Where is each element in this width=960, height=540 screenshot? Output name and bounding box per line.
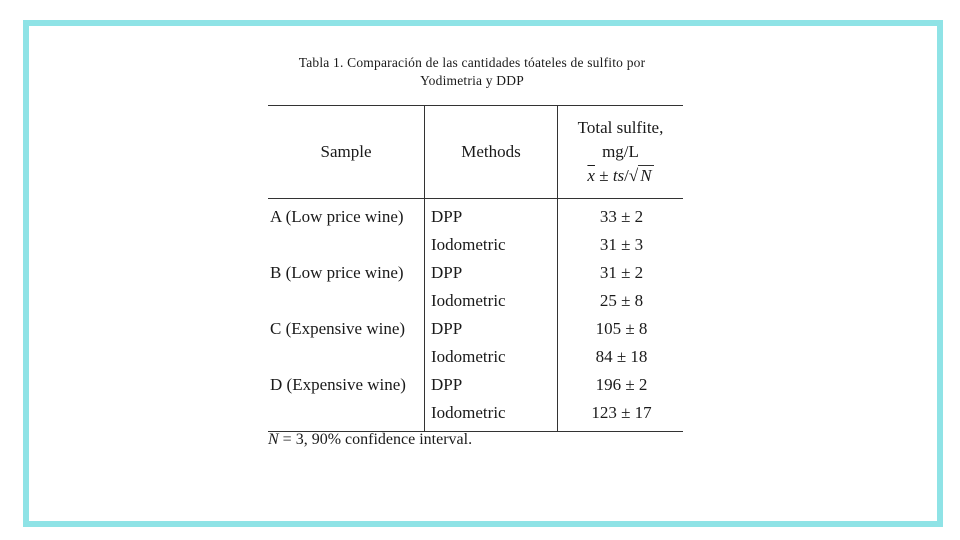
sulfite-comparison-table — [268, 105, 683, 432]
cell-sample: A (Low price wine) — [268, 199, 425, 232]
cell-sample — [268, 287, 425, 315]
table-row — [268, 259, 683, 287]
table-row — [268, 399, 683, 432]
cell-method: DPP — [425, 199, 558, 232]
cell-total-sulfite: 31 ± 3 — [599, 235, 644, 254]
header-sample: Sample — [268, 106, 425, 199]
cell-method: Iodometric — [425, 343, 558, 371]
header-methods: Methods — [425, 106, 558, 199]
table-row — [268, 371, 683, 399]
cell-total-sulfite: 31 ± 2 — [599, 263, 644, 282]
cell-total-sulfite: 196 ± 2 — [595, 375, 648, 394]
cell-sample: B (Low price wine) — [268, 259, 425, 287]
header-total-line1: Total sulfite, — [577, 118, 664, 137]
formula-n: N — [640, 166, 652, 185]
cell-total-sulfite: 25 ± 8 — [599, 291, 644, 310]
cell-sample: C (Expensive wine) — [268, 315, 425, 343]
cell-sample: D (Expensive wine) — [268, 371, 425, 399]
formula-slash: / — [624, 166, 629, 185]
formula-pm: ± — [599, 166, 609, 185]
cell-method: Iodometric — [425, 231, 558, 259]
formula-root: √ — [628, 166, 639, 185]
cell-method: DPP — [425, 315, 558, 343]
cell-sample — [268, 231, 425, 259]
caption-line-1: Tabla 1. Comparación de las cantidades tóateles de sulfito por — [298, 55, 646, 70]
cell-method: Iodometric — [425, 399, 558, 432]
header-total-sulfite — [558, 106, 684, 199]
header-total-line2: mg/L — [602, 142, 639, 161]
footnote-n-symbol: N — [268, 431, 279, 448]
cell-total-sulfite: 33 ± 2 — [599, 207, 644, 226]
cell-total-sulfite: 105 ± 8 — [595, 319, 648, 338]
cell-method: DPP — [425, 259, 558, 287]
table-row — [268, 199, 683, 232]
header-formula — [587, 164, 653, 188]
cell-sample — [268, 399, 425, 432]
table-header-row — [268, 106, 683, 199]
cell-total-sulfite: 123 ± 17 — [558, 399, 684, 432]
table-row — [268, 287, 683, 315]
cell-total-sulfite: 84 ± 18 — [595, 347, 648, 366]
formula-ts: ts — [612, 166, 625, 185]
table-row — [268, 231, 683, 259]
table-footnote — [268, 431, 472, 449]
cell-method: Iodometric — [425, 287, 558, 315]
table-row — [268, 343, 683, 371]
formula-xbar: $\overline{x}$ — [587, 166, 595, 185]
footnote-text: = 3, 90% confidence interval. — [278, 431, 473, 448]
cell-sample — [268, 343, 425, 371]
caption-line-2: Yodimetria y DDP — [420, 73, 524, 88]
cell-method: DPP — [425, 371, 558, 399]
table-caption — [262, 54, 682, 90]
table-row — [268, 315, 683, 343]
